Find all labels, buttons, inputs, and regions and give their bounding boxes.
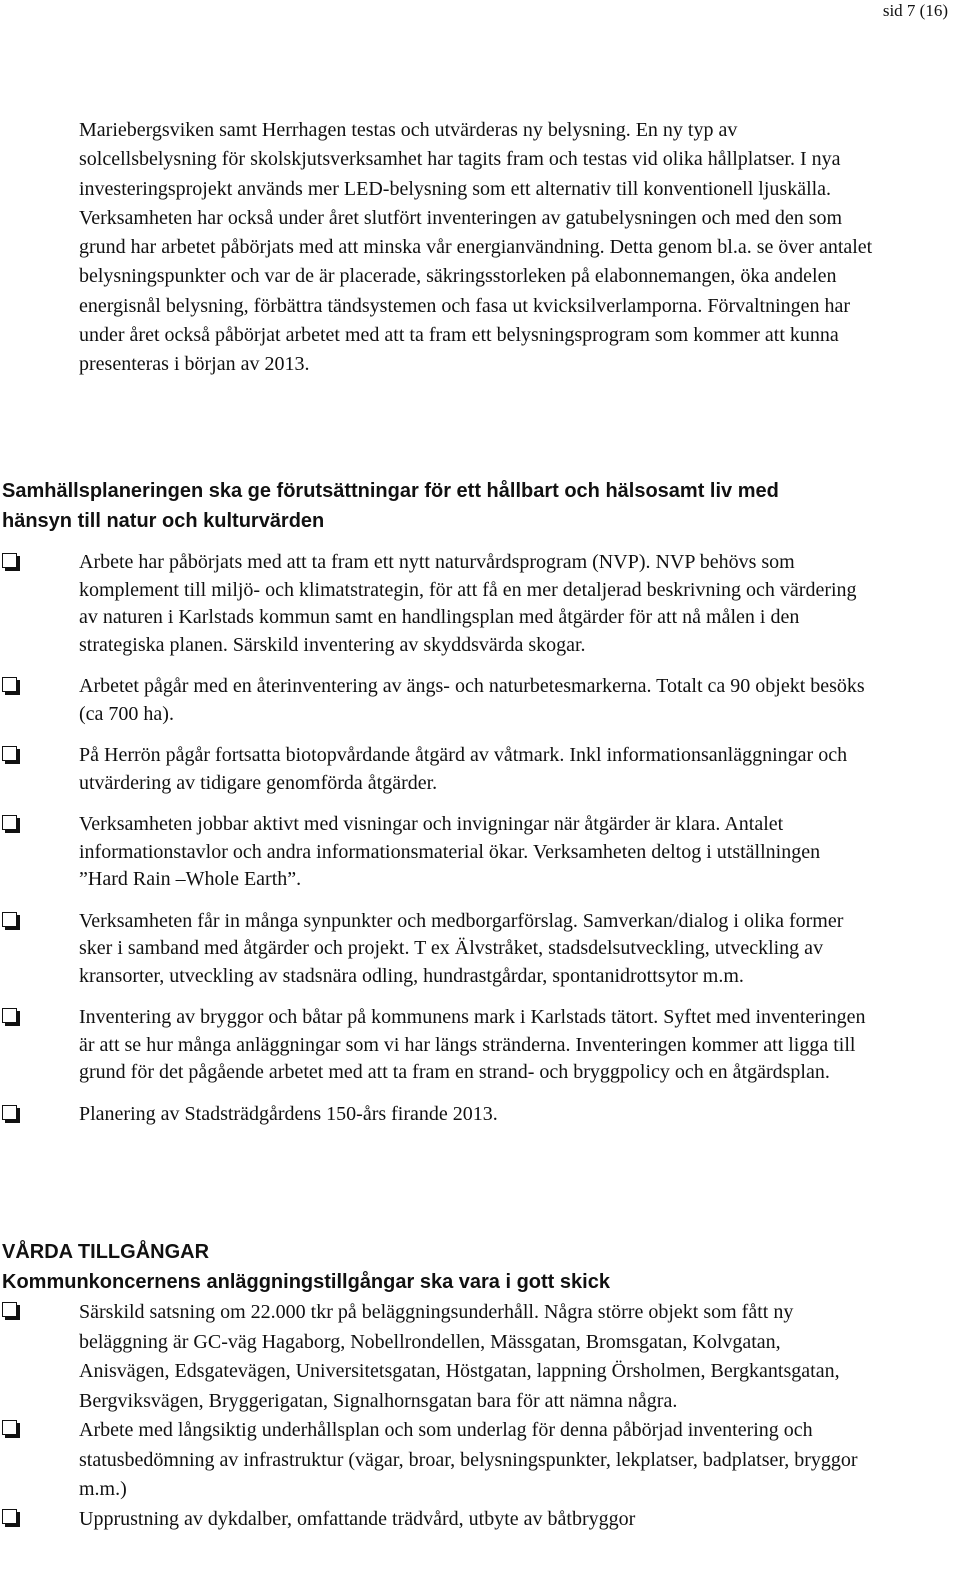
checkbox-bullet-icon xyxy=(2,1302,17,1317)
list-item-text: Upprustning av dykdalber, omfattande trädvård, utbyte av båtbryggor xyxy=(79,1507,636,1530)
list-item-text: Verksamheten jobbar aktivt med visningar och invigningar när åtgärder är klara. Antalet informationstavlor och andra informationsmaterial ökar. Verksamheten deltog i utställningen ”Hard Rain –Whole Earth”. xyxy=(79,813,821,890)
list-item-text: Inventering av bryggor och båtar på kommunens mark i Karlstads tätort. Syftet med inventeringen är att se hur många anläggningar som vi har längs stränderna. Inventeringen kommer att ligga till grund för det pågående arbetet med att ta fram en strand- och bryggpolicy och en åtgärdsplan. xyxy=(79,1006,866,1083)
list-item-text: Verksamheten får in många synpunkter och medborgarförslag. Samverkan/dialog i olika former sker i samband med åtgärder och projekt. T ex Älvstråket, stadsdelsutveckling, utveckling av kransorter, utveckling av stadsnära odling, hundrastgårdar, spontanidrottsytor m.m. xyxy=(79,909,844,987)
section-heading-samhallsplanering: Samhällsplaneringen ska ge förutsättningar för ett hållbart och hälsosamt liv med hänsyn till natur och kulturvärden xyxy=(2,480,779,532)
list-item-text: Arbetet pågår med en återinventering av ängs- och naturbetesmarkerna. Totalt ca 90 objekt besöks (ca 700 ha). xyxy=(79,675,865,725)
list-item xyxy=(0,1505,869,1535)
section2-list xyxy=(0,1298,900,1534)
list-item-text: Arbete med långsiktig underhållsplan och som underlag för denna påbörjad inventering och statusbedömning av infrastruktur (vägar, broar, belysningspunkter, lekplatser, badplatser, bryggor m.m.) xyxy=(79,1419,858,1500)
intro-paragraph: Mariebergsviken samt Herrhagen testas och utvärderas ny belysning. En ny typ av solcellsbelysning för skolskjutsverksamhet har tagits fram och testas vid olika hållplatser. I nya investeringsprojekt används mer LED-belysning som ett alternativ till konventionell ljuskälla. Verksamheten har också under året slutfört inventeringen av gatubelysningen och med den som grund har arbetet påbörjats med att minska vår energianvändning. Detta genom bl.a. se över antalet belysningspunkter och var de är placerade, säkringsstorleken på elabonnemangen, öka andelen energisnål belysning, förbättra tändsystemen och fasa ut kvicksilverlamporna. Förvaltningen har under året också påbörjat arbetet med att ta fram ett belysningsprogram som kommer att kunna presenteras i början av 2013. xyxy=(79,119,873,376)
checkbox-bullet-icon xyxy=(2,1420,17,1435)
list-item xyxy=(0,1416,869,1505)
list-item-text: På Herrön pågår fortsatta biotopvårdande åtgärd av våtmark. Inkl informationsanläggningar och utvärdering av tidigare genomförda åtgärder. xyxy=(79,744,848,794)
checkbox-bullet-icon xyxy=(2,815,17,830)
list-item xyxy=(0,1004,869,1087)
list-item xyxy=(0,1298,869,1416)
page-number: sid 7 (16) xyxy=(882,1,948,20)
list-item-text: Särskild satsning om 22.000 tkr på beläggningsunderhåll. Några större objekt som fått ny beläggning är GC-väg Hagaborg, Nobellrondellen, Mässgatan, Bromsgatan, Kolvgatan, Anisvägen, Edsgatevägen, Universitetsgatan, Höstgatan, lappning Örsholmen, Bergkantsgatan, Bergviksvägen, Bryggerigatan, Signalhornsgatan bara för att nämna några. xyxy=(79,1301,840,1412)
checkbox-bullet-icon xyxy=(2,1008,17,1023)
list-item-text: Planering av Stadsträdgårdens 150-års firande 2013. xyxy=(79,1102,498,1125)
checkbox-bullet-icon xyxy=(2,1509,17,1524)
list-item-text: Arbete har påbörjats med att ta fram ett nytt naturvårdsprogram (NVP). NVP behövs som komplement till miljö- och klimatstrategin, för att få en mer detaljerad beskrivning och värdering av naturen i Karlstads kommun samt en handlingsplan med åtgärder för att nå målen i den strategiska planen. Särskild inventering av skyddsvärda skogar. xyxy=(79,551,857,656)
list-item xyxy=(0,549,869,659)
checkbox-bullet-icon xyxy=(2,1105,17,1120)
checkbox-bullet-icon xyxy=(2,912,17,927)
list-item xyxy=(0,673,869,728)
list-item xyxy=(0,908,869,991)
checkbox-bullet-icon xyxy=(2,553,17,568)
list-item xyxy=(0,1101,869,1129)
list-item xyxy=(0,811,869,894)
checkbox-bullet-icon xyxy=(2,677,17,692)
list-item xyxy=(0,742,869,797)
section1-list xyxy=(0,549,900,1128)
section-title-varda-tillgangar: VÅRDA TILLGÅNGAR xyxy=(2,1241,210,1263)
checkbox-bullet-icon xyxy=(2,746,17,761)
section-heading-anlaggningstillgangar: Kommunkoncernens anläggningstillgångar ska vara i gott skick xyxy=(2,1271,610,1293)
